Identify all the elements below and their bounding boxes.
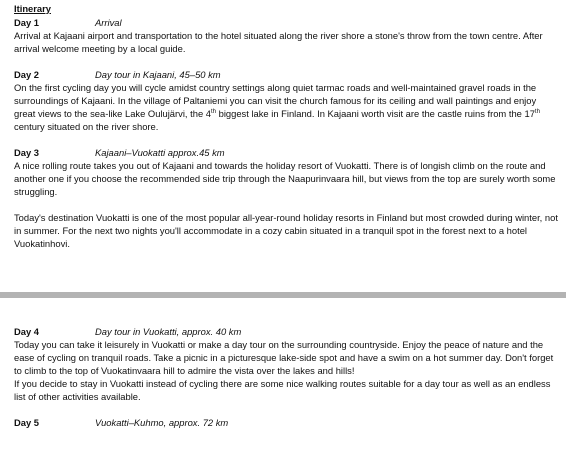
- day-subtitle: Arrival: [95, 17, 122, 28]
- day-label: Day 4: [14, 326, 40, 337]
- day-3-heading: [14, 146, 558, 159]
- day-5-heading: [14, 416, 558, 429]
- day-label: Day 1: [14, 17, 40, 28]
- day-2-heading: [14, 68, 558, 81]
- day-4-text-2: If you decide to stay in Vuokatti instead of cycling there are some nice walking routes suitable for a day tour as well as an endless list of other activities available.: [14, 378, 551, 402]
- day-3-text-2: Today's destination Vuokatti is one of the most popular all-year-round holiday resorts in Finland but most crowded during winter, not in summer. For the next two nights you'll accommodate in a cozy cabin situated in a tranquil spot in the forest next to a hotel Vuokatinhovi.: [14, 212, 558, 249]
- day-1-text: Arrival at Kajaani airport and transportation to the hotel situated along the river shore a stone's throw from the town centre. After arrival welcome meeting by a local guide.: [14, 30, 543, 54]
- page-separator: [0, 292, 566, 298]
- day-4-heading: [14, 325, 558, 338]
- day-subtitle: Day tour in Vuokatti, approx. 40 km: [95, 326, 242, 337]
- day-4-text-1: Today you can take it leisurely in Vuokatti or make a day tour on the surrounding countryside. Enjoy the peace of nature and the ease of cycling on tranquil roads. Take a picnic in a picturesque lake-side spot and have a swim on a hot summer day. Don't forget to climb to the top of Vuokatinvaara hill to admire the vista over the lakes and hills!: [14, 339, 554, 376]
- day-2-text: On the first cycling day you will cycle amidst country settings along quiet tarmac roads and well-maintained gravel roads in the surroundings of Kajaani. In the village of Paltaniemi you can visit the church famous for its ceiling and wall paintings and enjoy great views to the sea-like Lake Oulujärvi, the 4th biggest lake in Finland. In Kajaani worth visit are the castle ruins from the 17th century situated on the river shore.: [14, 82, 540, 132]
- day-label: Day 5: [14, 417, 40, 428]
- day-subtitle: Vuokatti–Kuhmo, approx. 72 km: [95, 417, 229, 428]
- day-label: Day 3: [14, 147, 40, 158]
- day-subtitle: Kajaani–Vuokatti approx.45 km: [95, 147, 225, 158]
- itinerary-bottom: [14, 325, 558, 429]
- day-1-heading: [14, 16, 558, 29]
- itinerary-top: [14, 3, 558, 250]
- day-label: Day 2: [14, 69, 40, 80]
- page-title: Itinerary: [14, 3, 51, 14]
- day-subtitle: Day tour in Kajaani, 45–50 km: [95, 69, 221, 80]
- day-3-text-1: A nice rolling route takes you out of Kajaani and towards the holiday resort of Vuokatti. There is of longish climb on the route and another one if you choose the recommended side trip through the Naapurinvaara hill, but views from the top are surely worth some struggling.: [14, 160, 556, 197]
